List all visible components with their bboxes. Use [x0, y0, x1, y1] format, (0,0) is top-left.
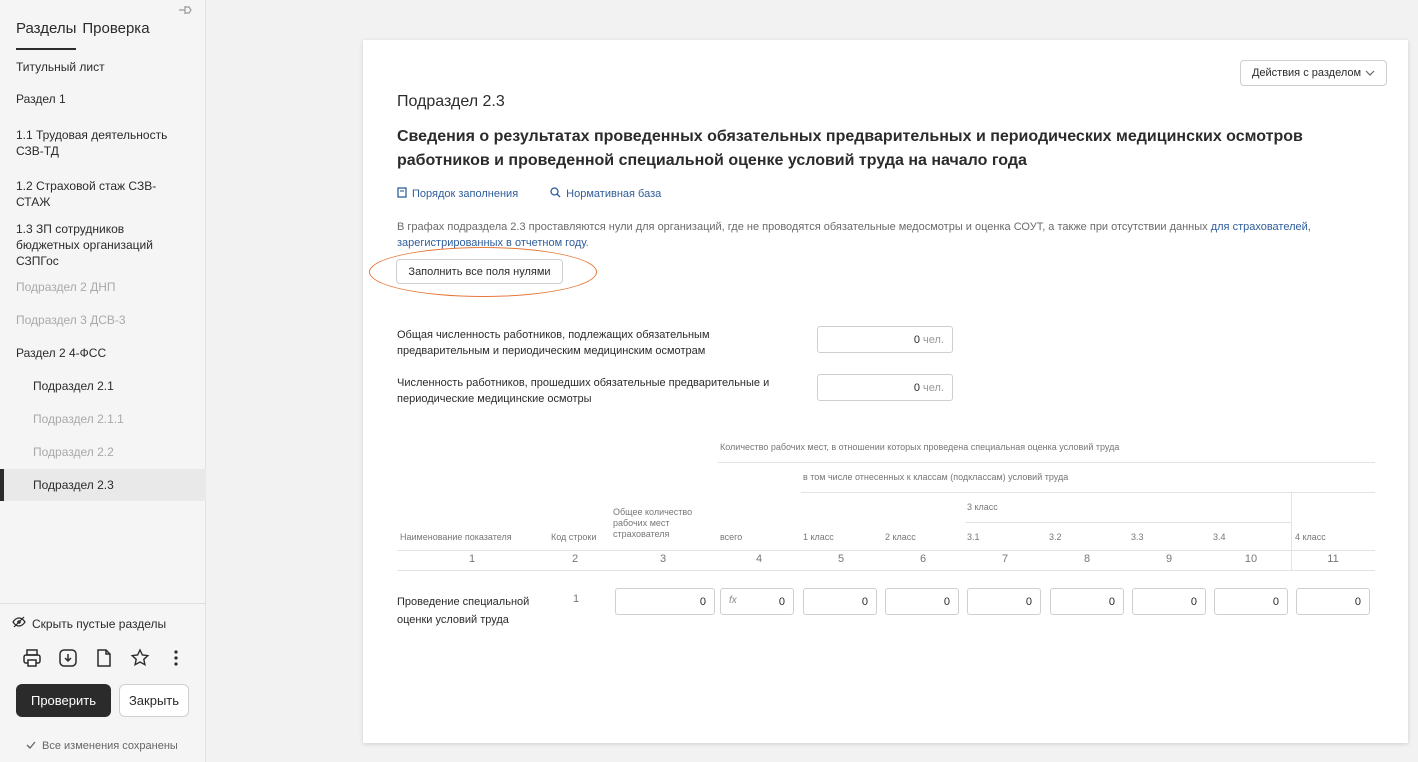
total-workers-value: 0	[913, 333, 921, 346]
sidebar-item-subsection-2-3[interactable]: Подраздел 2.3	[0, 469, 206, 501]
sidebar-item-dsv3[interactable]: Подраздел 3 ДСВ-3	[16, 313, 126, 327]
field-label-total-workers: Общая численность работников, подлежащих обязательным предварительным и периодическим медицинским осмотрам	[397, 329, 710, 357]
section-actions-label: Действия с разделом	[1251, 67, 1362, 79]
sidebar-nav	[0, 53, 206, 501]
cell-class-3-3[interactable]: 0	[1132, 588, 1206, 615]
col-header-class-1: 1 класс	[803, 532, 834, 542]
registered-link[interactable]: для страхователей, зарегистрированных в отчетном году	[397, 221, 1311, 249]
header-subgroup-classes: в том числе отнесенных к классам (подклассам) условий труда	[803, 472, 1069, 482]
divider	[397, 570, 1375, 571]
cell-class-1[interactable]: 0	[803, 588, 877, 615]
col-number: 2	[571, 553, 579, 565]
close-button[interactable]: Закрыть	[119, 684, 189, 717]
col-header-class-3-4: 3.4	[1213, 532, 1226, 542]
sidebar-item-subsection-2-2[interactable]: Подраздел 2.2	[33, 445, 114, 459]
divider	[718, 462, 1375, 463]
divider	[397, 550, 1375, 551]
unit-label: чел.	[923, 333, 944, 346]
total-workers-input[interactable]	[817, 326, 953, 353]
col-number: 6	[919, 553, 927, 565]
save-status-text: Все изменения сохранены	[42, 740, 178, 752]
cell-class-3-2[interactable]: 0	[1050, 588, 1124, 615]
info-text	[397, 219, 1347, 251]
sidebar-item-dnp[interactable]: Подраздел 2 ДНП	[16, 280, 116, 294]
cell-class-2[interactable]: 0	[885, 588, 959, 615]
cell-all-value: 0	[778, 595, 785, 608]
eye-off-icon	[12, 616, 26, 631]
col-header-indicator: Наименование показателя	[400, 532, 512, 542]
col-header-class-3-2: 3.2	[1049, 532, 1062, 542]
col-number: 3	[659, 553, 667, 565]
more-icon[interactable]	[166, 648, 186, 670]
star-icon[interactable]	[130, 648, 150, 670]
chevron-down-icon	[1365, 67, 1375, 79]
toolbar	[22, 648, 186, 670]
cell-class-3-1[interactable]: 0	[967, 588, 1041, 615]
cell-all[interactable]	[720, 588, 794, 615]
col-header-total-workplaces: Общее количество рабочих мест страхователя	[613, 507, 693, 539]
col-number: 9	[1165, 553, 1173, 565]
row-code: 1	[573, 593, 580, 605]
col-header-all: всего	[720, 532, 743, 542]
col-header-class-4: 4 класс	[1295, 532, 1326, 542]
hide-empty-toggle[interactable]	[12, 616, 166, 631]
info-text-body: В графах подраздела 2.3 проставляются нули для организаций, где не проводятся обязательные медосмотры и оценка СОУТ, а также при отсутствии данных	[397, 221, 1211, 233]
page-subtitle: Подраздел 2.3	[397, 93, 505, 110]
sidebar-item-section-2-fss[interactable]: Раздел 2 4-ФСС	[16, 346, 107, 360]
field-label-examined-workers: Численность работников, прошедших обязательные предварительные и периодические медицинские осмотры	[397, 377, 770, 405]
divider	[801, 492, 1375, 493]
col-number: 11	[1327, 553, 1339, 565]
main-card	[363, 40, 1408, 743]
sidebar	[0, 0, 206, 762]
header-class-3: 3 класс	[967, 502, 998, 512]
divider	[965, 522, 1291, 523]
download-icon[interactable]	[58, 648, 78, 670]
save-status	[26, 740, 178, 752]
sidebar-item-section-1[interactable]: Раздел 1	[16, 92, 66, 106]
sidebar-item-subsection-2-1[interactable]: Подраздел 2.1	[33, 379, 114, 393]
sidebar-tabs	[16, 20, 150, 50]
col-header-code: Код строки	[551, 532, 597, 542]
info-text-end: .	[585, 237, 589, 249]
search-icon	[550, 187, 561, 201]
cell-class-3-4[interactable]: 0	[1214, 588, 1288, 615]
base-link-label: Нормативная база	[566, 188, 662, 200]
examined-workers-value: 0	[913, 381, 921, 394]
sidebar-item-subsection-2-1-1[interactable]: Подраздел 2.1.1	[33, 412, 124, 426]
base-link[interactable]	[550, 187, 661, 201]
order-link[interactable]	[397, 187, 518, 201]
col-header-class-3-3: 3.3	[1131, 532, 1144, 542]
col-number: 10	[1244, 553, 1258, 565]
col-number: 8	[1083, 553, 1091, 565]
tab-sections[interactable]: Разделы	[16, 20, 76, 50]
header-group-workplaces: Количество рабочих мест, в отношении которых проведена специальная оценка условий труда	[720, 442, 1120, 452]
col-header-class-3-1: 3.1	[967, 532, 980, 542]
check-button[interactable]: Проверить	[16, 684, 111, 717]
col-number: 4	[755, 553, 763, 565]
book-icon	[397, 187, 407, 201]
cell-total-workplaces[interactable]: 0	[615, 588, 715, 615]
hide-empty-label: Скрыть пустые разделы	[32, 616, 167, 631]
sidebar-item-szv-td[interactable]: 1.1 Трудовая деятельность СЗВ-ТД	[16, 128, 168, 158]
unit-label: чел.	[923, 381, 944, 394]
pin-icon[interactable]	[178, 4, 192, 19]
document-icon[interactable]	[94, 648, 114, 670]
sidebar-item-szv-stazh[interactable]: 1.2 Страховой стаж СЗВ-СТАЖ	[16, 179, 157, 209]
sidebar-footer	[0, 603, 206, 752]
sidebar-item-title-page[interactable]: Титульный лист	[16, 60, 105, 74]
order-link-label: Порядок заполнения	[412, 188, 519, 200]
examined-workers-input[interactable]	[817, 374, 953, 401]
cell-class-4[interactable]: 0	[1296, 588, 1370, 615]
check-icon	[26, 740, 36, 752]
print-icon[interactable]	[22, 648, 42, 670]
sidebar-item-szpgos[interactable]: 1.3 ЗП сотрудников бюджетных организаций СЗПГос	[16, 222, 153, 268]
page-title: Сведения о результатах проведенных обязательных предварительных и периодических медицинских осмотров работников и проведенной специальной оценке условий труда на начало года	[397, 128, 1303, 169]
formula-icon: fx	[729, 595, 737, 606]
row-label-sout: Проведение специальной оценки условий труда	[397, 596, 530, 626]
tab-check[interactable]: Проверка	[82, 20, 150, 37]
fill-zeros-button[interactable]: Заполнить все поля нулями	[396, 259, 563, 284]
section-actions-dropdown[interactable]	[1240, 60, 1387, 86]
col-number: 5	[837, 553, 845, 565]
col-number: 7	[1001, 553, 1009, 565]
col-header-class-2: 2 класс	[885, 532, 916, 542]
help-links	[397, 187, 661, 201]
col-number: 1	[468, 553, 476, 565]
